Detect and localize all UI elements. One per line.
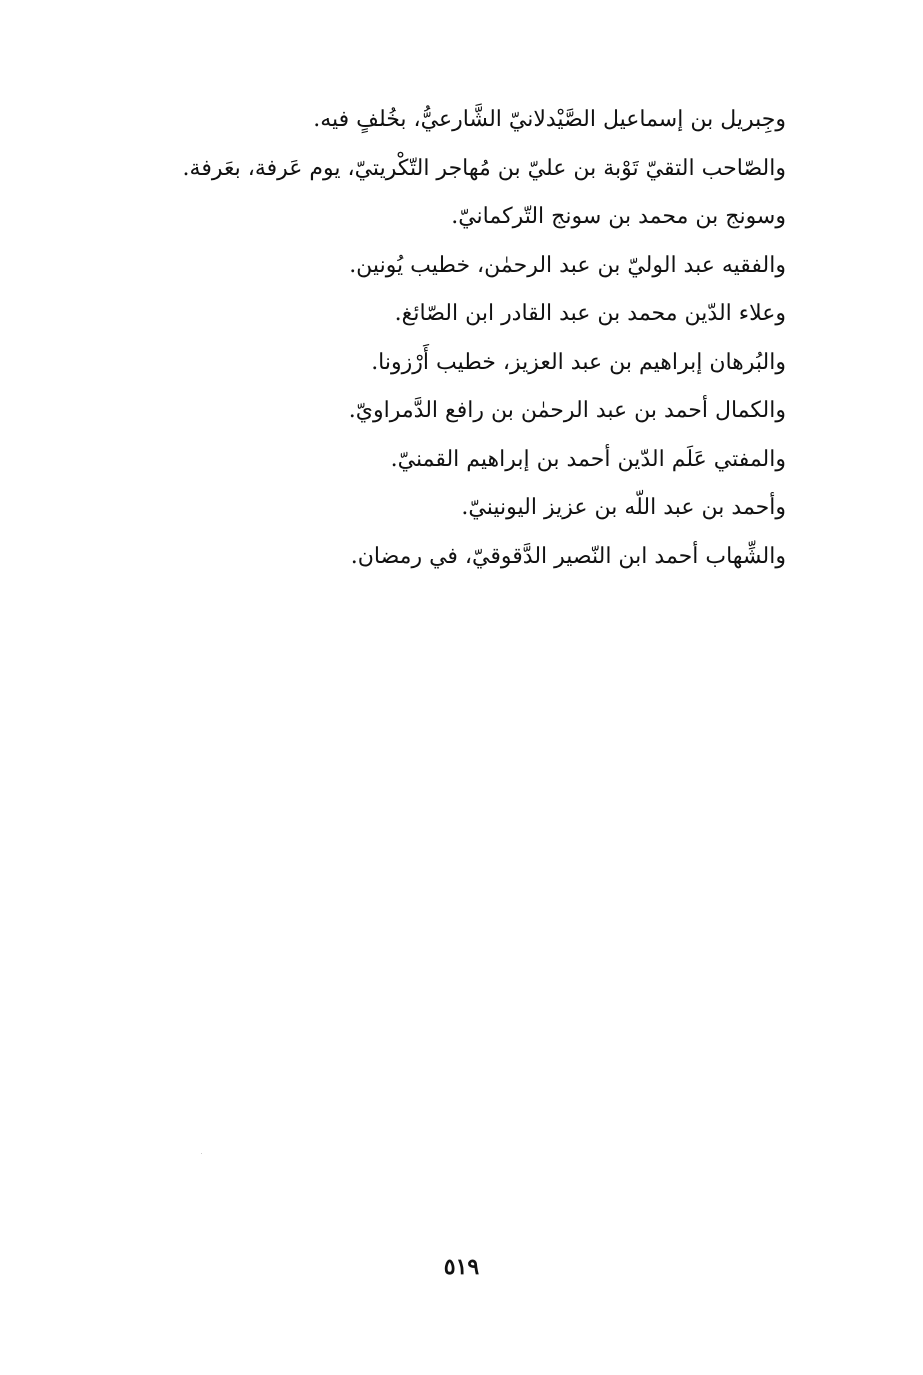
text-line-2: والصّاحب التقيّ تَوْبة بن عليّ بن مُهاجر التّكْريتيّ، يوم عَرفة، بعَرفة. bbox=[182, 155, 786, 181]
text-line-4: والفقيه عبد الوليّ بن عبد الرحمٰن، خطيب يُونين. bbox=[349, 252, 786, 278]
text-line-8: والمفتي عَلَم الدّين أحمد بن إبراهيم القمنيّ. bbox=[390, 446, 786, 472]
scan-speck bbox=[201, 1153, 202, 1154]
body-text bbox=[166, 96, 786, 581]
text-line-1: وجِبريل بن إسماعيل الصَّيْدلانيّ الشَّارعيُّ، بخُلفٍ فيه. bbox=[313, 107, 786, 132]
text-line-6: والبُرهان إبراهيم بن عبد العزيز، خطيب أَرْزونا. bbox=[371, 349, 786, 375]
page-number: ٥١٩ bbox=[443, 1254, 480, 1280]
text-line-3: وسونج بن محمد بن سونج التّركمانيّ. bbox=[451, 204, 786, 229]
text-line-9: وأحمد بن عبد اللّه بن عزيز اليونينيّ. bbox=[461, 495, 786, 520]
text-line-5: وعلاء الدّين محمد بن عبد القادر ابن الصّائغ. bbox=[394, 301, 786, 326]
text-line-10: والشِّهاب أحمد ابن النّصير الدَّقوقيّ، في رمضان. bbox=[350, 543, 786, 569]
text-line-7: والكمال أحمد بن عبد الرحمٰن بن رافع الدَّمراويّ. bbox=[348, 398, 786, 423]
